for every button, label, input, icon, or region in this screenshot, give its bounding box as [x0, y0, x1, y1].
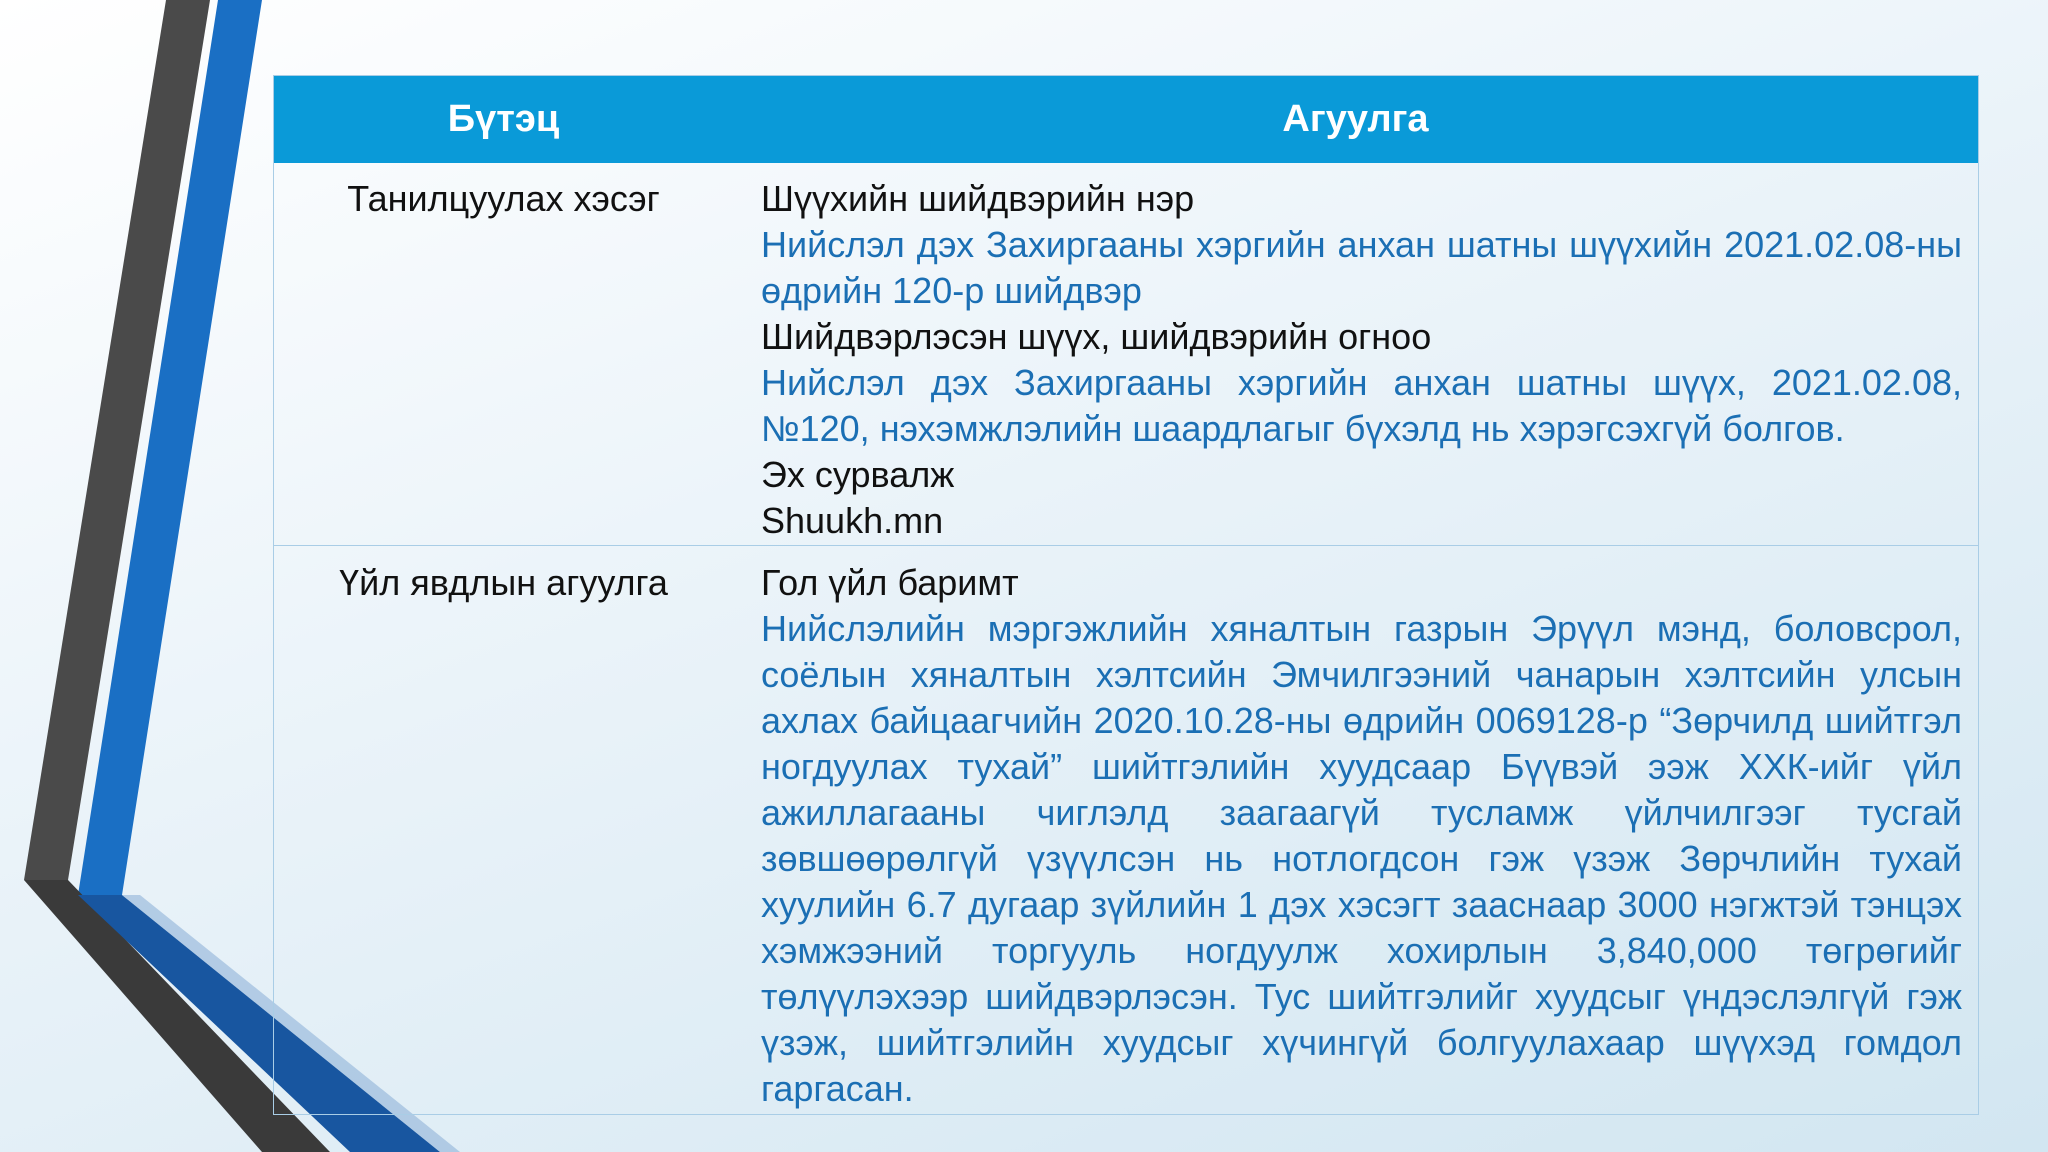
court-date-value: Нийслэл дэх Захиргааны хэргийн анхан шатны шүүх, 2021.02.08, №120, нэхэмжлэлийн шаардлагыг бүхэлд нь хэрэгсэхгүй болгов.: [761, 362, 1962, 449]
header-content: Агуулга: [1282, 98, 1429, 140]
table-header: [274, 76, 1978, 163]
source-label: Эх сурвалж: [761, 454, 955, 495]
table-row: [274, 163, 1978, 546]
main-fact-value: Нийслэлийн мэргэжлийн хяналтын газрын Эрүүл мэнд, боловсрол, соёлын хяналтын хэлтсийн Эмчилгээний чанарын хэлтсийн улсын ахлах байцаагчийн 2020.10.28-ны өдрийн 0069128-р “Зөрчилд шийтгэл ногдуулах тухай” шийтгэлийн хуудсаар Бүүвэй ээж ХХК-ийг үйл ажиллагааны чиглэлд заагаагүй тусламж үйлчилгээг тусгай зөвшөөрөлгүй үзүүлсэн нь нотлогдсон гэж үзэж Зөрчлийн тухай хуулийн 6.7 дугаар зүйлийн 1 дэх хэсэгт зааснаар 3000 нэгжтэй тэнцэх хэмжээний торгууль ногдуулж хохирлын 3,840,000 төгрөгийг төлүүлэхээр шийдвэрлэсэн. Тус шийтгэлийг хуудсыг үндэслэлгүй гэж үзэж, шийтгэлийн хуудсыг хүчингүй болгуулахаар шүүхэд гомдол гаргасан.: [761, 608, 1962, 1109]
row-content-introduction: [733, 163, 1978, 545]
row-label-introduction: Танилцуулах хэсэг: [347, 178, 660, 219]
case-name-value: Нийслэл дэх Захиргааны хэргийн анхан шатны шүүхийн 2021.02.08-ны өдрийн 120-р шийдвэр: [761, 224, 1962, 311]
case-name-label: Шүүхийн шийдвэрийн нэр: [761, 178, 1195, 219]
source-value: Shuukh.mn: [761, 500, 944, 541]
row-content-event: [733, 546, 1978, 1114]
header-structure: Бүтэц: [447, 98, 560, 140]
main-fact-label: Гол үйл баримт: [761, 562, 1019, 603]
court-date-label: Шийдвэрлэсэн шүүх, шийдвэрийн огноо: [761, 316, 1432, 357]
row-label-event-content: Үйл явдлын агуулга: [339, 562, 668, 603]
content-table: [273, 75, 1979, 1115]
table-row: [274, 546, 1978, 1114]
